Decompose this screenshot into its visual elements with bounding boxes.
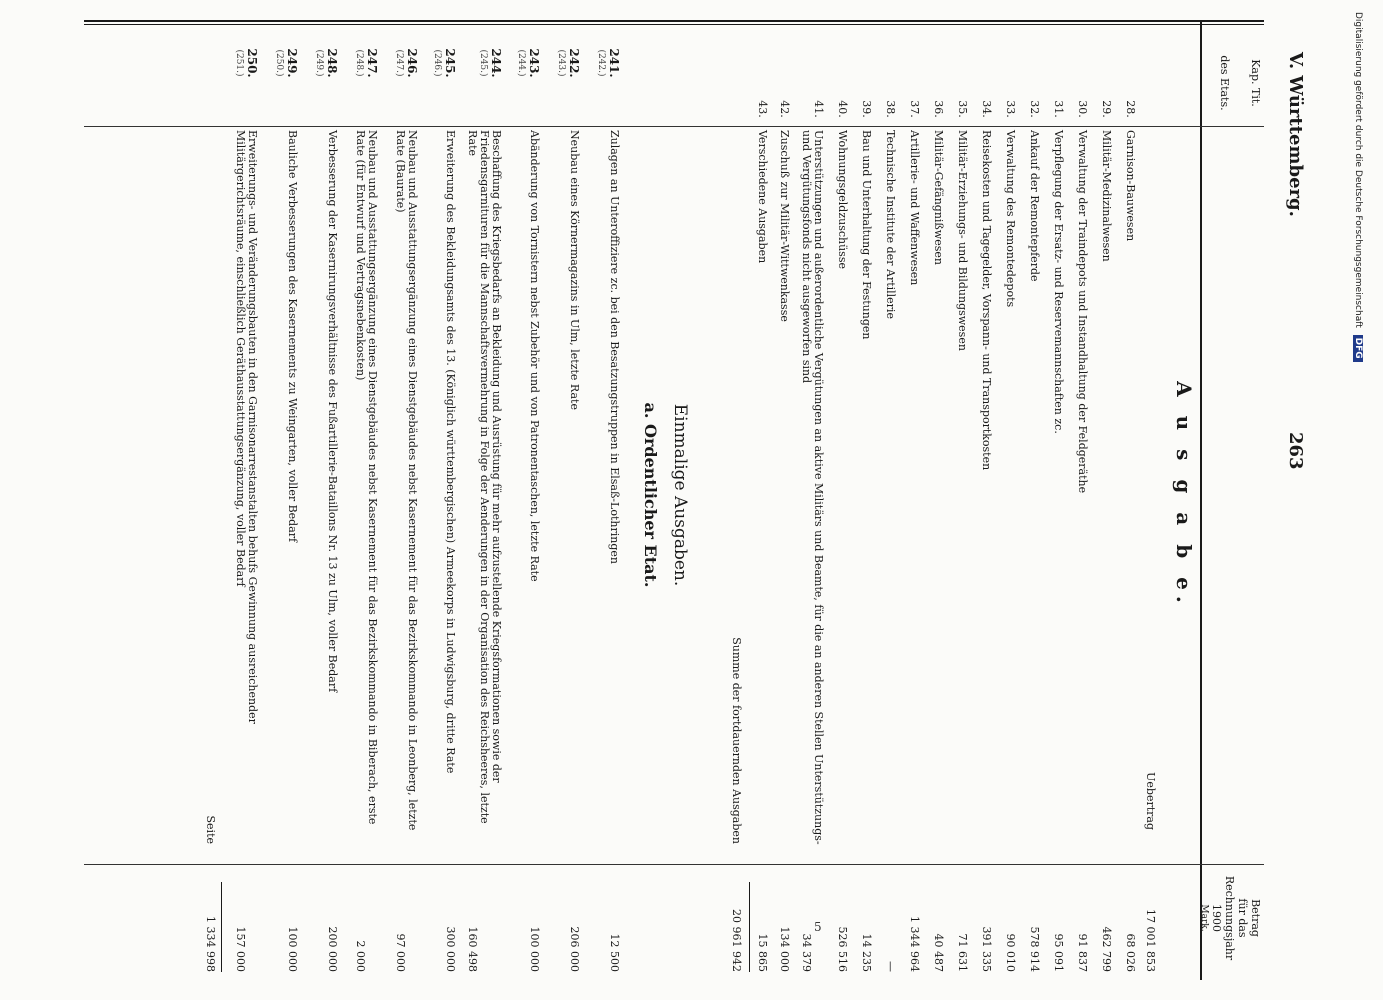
kap-number: 245.: [443, 48, 457, 78]
row-amount: 578 914: [1028, 926, 1041, 972]
row-amount: 97 000: [394, 933, 407, 972]
digitization-text: Digitalisierung gefördert durch die Deutsche Forschungsgemeinschaft: [1353, 12, 1363, 328]
kap-number: 244.: [489, 48, 503, 78]
row-text: Verwaltung der Traindepots und Instandhaltung der Feldgeräthe: [1076, 130, 1089, 494]
kap-previous: (243.): [556, 49, 566, 77]
page-header: [1264, 12, 1320, 987]
row-amount: 200 000: [326, 926, 339, 972]
row-text: Neubau eines Körnermagazins in Ulm, letzte Rate: [568, 130, 581, 410]
tit-number: 39.: [860, 100, 873, 118]
row-amount: 95 091: [1052, 933, 1065, 972]
tit-number: 41.: [812, 100, 825, 118]
row-text: Technische Institute der Artillerie: [884, 130, 897, 319]
row-text: Wohnungsgeldzuschüsse: [836, 130, 849, 269]
dfg-logo: DFG: [1353, 335, 1363, 362]
tit-number: 36.: [932, 100, 945, 118]
row-amount: —: [884, 961, 897, 972]
row-amount: 100 000: [286, 926, 299, 972]
header-mark: Mark.: [1199, 904, 1209, 932]
kap-previous: (244.): [516, 49, 526, 77]
header-betrag: [1199, 864, 1262, 972]
row-amount: 12 500: [608, 933, 621, 972]
tit-number: 29.: [1100, 100, 1113, 118]
row-amount: 160 498: [466, 926, 479, 972]
tit-number: 32.: [1028, 100, 1041, 118]
section-einmalige: Einmalige Ausgaben.: [670, 403, 690, 587]
row-amount: 71 631: [956, 933, 969, 972]
row-amount: 40 487: [932, 933, 945, 972]
kap-previous: (245.): [478, 49, 488, 77]
row-text: Garnison-Bauwesen: [1124, 130, 1137, 242]
row-text: Bauliche Verbesserungen des Kasernements zu Weingarten, voller Bedarf: [286, 130, 299, 543]
header-betrag-line: Betrag: [1249, 899, 1262, 937]
row-text: Ankauf der Remontepferde: [1028, 130, 1041, 282]
row-amount: 1 344 964: [908, 916, 921, 972]
sum-rule: [749, 882, 750, 972]
kap-previous: (250.): [274, 49, 284, 77]
row-amount: 134 000: [778, 926, 791, 972]
row-amount: 100 000: [528, 926, 541, 972]
row-text: Verschiedene Ausgaben: [756, 130, 769, 264]
seite-label: Seite: [204, 815, 217, 844]
header-kap-tit: [1202, 40, 1262, 126]
row-text: Beschaffung des Kriegsbedarfs an Bekleidung und Ausrüstung für mehr aufzustellende Kriegsformationen sowie der Friedensgarnituren für die Mannschaftsvermehrung in Folge der Aenderungen in der Organisation des Reichsheeres, letzte Rate: [466, 130, 503, 824]
tit-number: 31.: [1052, 100, 1065, 118]
row-text: Artillerie- und Waffenwesen: [908, 130, 921, 286]
kap-number: 242.: [567, 48, 581, 78]
row-text: Verbesserung der Kasernirungsverhältnisse des Fußartillerie-Bataillons Nr. 13 zu Ulm, voller Bedarf: [326, 130, 339, 693]
kap-number: 243.: [527, 48, 541, 78]
section-ordentlicher: a. Ordentlicher Etat.: [641, 402, 660, 588]
state-title: V. Württemberg.: [1285, 52, 1306, 217]
header-betrag-line: 1900: [1210, 904, 1223, 932]
row-text: Neubau und Ausstattungsergänzung eines Dienstgebäudes nebst Kasernement für das Bezirkskommando in Leonberg, letzte Rate (Baurate): [394, 130, 419, 831]
row-amount: 206 000: [568, 926, 581, 972]
row-text: Verpflegung der Ersatz- und Reservemannschaften zc.: [1052, 130, 1065, 434]
kap-previous: (249.): [314, 49, 324, 77]
tit-number: 33.: [1004, 100, 1017, 118]
row-amount: 68 026: [1124, 933, 1137, 972]
kap-previous: (246.): [432, 49, 442, 77]
header-kap-label: Kap. Tit.: [1249, 59, 1262, 107]
row-amount: 14 235: [860, 933, 873, 972]
margin-mark: 5: [814, 920, 822, 934]
tit-number: 38.: [884, 100, 897, 118]
section-ausgabe: A u s g a b e.: [1172, 381, 1196, 609]
row-amount: 15 865: [756, 933, 769, 972]
row-amount: 391 335: [980, 926, 993, 972]
row-text: Neubau und Ausstattungsergänzung eines Dienstgebäudes nebst Kasernement für das Bezirkskommando in Biberach, erste Rate (für Entwurf und Vertragsnebenkosten): [354, 130, 379, 825]
row-text: Militär-Medizinalwesen: [1100, 130, 1113, 262]
kap-number: 248.: [325, 48, 339, 78]
kap-number: 247.: [365, 48, 379, 78]
tit-number: 37.: [908, 100, 921, 118]
row-text: Militär-Erziehungs- und Bildungswesen: [956, 130, 969, 351]
tit-number: 28.: [1124, 100, 1137, 118]
header-des-etats: des Etats.: [1218, 55, 1231, 111]
summe-label: Summe der fortdauernden Ausgaben: [730, 637, 743, 844]
kap-number: 246.: [405, 48, 419, 78]
row-text: Zuschuß zur Militär-Wittwenkasse: [778, 130, 791, 322]
row-text: Unterstützungen und außerordentliche Vergütungen an aktive Militärs und Beamte, für die an anderen Stellen Unterstützungs- und Vergütungsfonds nicht ausgeworfen sind: [800, 130, 825, 845]
seite-amount: 1 334 998: [204, 916, 217, 972]
row-text: Erweiterungs- und Veränderungsbauten in den Garnisonarrestanstalten behufs Gewinnung ausreichender Militärgerichtsräume, einschließlich Geräthausstattungsergänzung, voller Bedarf: [234, 130, 259, 724]
digitization-note: [1353, 12, 1363, 412]
row-amount: 90 010: [1004, 933, 1017, 972]
kap-number: 250.: [245, 48, 259, 78]
kap-previous: (247.): [394, 49, 404, 77]
row-text: Abänderung von Tornistern nebst Zubehör und von Patronentaschen, letzte Rate: [528, 130, 541, 582]
row-amount: 526 516: [836, 926, 849, 972]
row-text: Bau und Unterhaltung der Festungen: [860, 130, 873, 340]
row-amount: 157 000: [234, 926, 247, 972]
header-rule: [1200, 20, 1202, 980]
row-text: Erweiterung des Bekleidungsamts des 13. (Königlich württembergischen) Armeekorps in Ludwigsburg, dritte Rate: [444, 130, 457, 774]
uebertrag-amount: 17 001 853: [1144, 909, 1157, 972]
rotated-page: [80, 12, 1320, 987]
row-amount: 34 379: [800, 933, 813, 972]
kap-number: 249.: [285, 48, 299, 78]
header-betrag-line: Rechnungsjahr: [1223, 875, 1236, 961]
double-rule-outer: [84, 20, 1264, 22]
tit-number: 35.: [956, 100, 969, 118]
tit-number: 42.: [778, 100, 791, 118]
tit-number: 43.: [756, 100, 769, 118]
kap-previous: (248.): [354, 49, 364, 77]
row-amount: 2 000: [354, 940, 367, 972]
page-number: 263: [1285, 432, 1306, 470]
row-amount: 300 000: [444, 926, 457, 972]
kap-previous: (251.): [234, 49, 244, 77]
header-betrag-line: für das: [1236, 898, 1249, 938]
double-rule-inner: [84, 24, 1264, 25]
summe-amount: 20 961 942: [730, 909, 743, 972]
row-amount: 91 837: [1076, 933, 1089, 972]
kap-number: 241.: [607, 48, 621, 78]
row-text: Verwaltung des Remontedepots: [1004, 130, 1017, 308]
uebertrag-label: Uebertrag: [1144, 772, 1157, 830]
tit-number: 40.: [836, 100, 849, 118]
tit-number: 30.: [1076, 100, 1089, 118]
kap-previous: (242.): [596, 49, 606, 77]
row-text: Reisekosten und Tagegelder, Vorspann- und Transportkosten: [980, 130, 993, 471]
row-text: Zulagen an Unteroffiziere zc. bei den Besatzungstruppen in Elsaß-Lothringen: [608, 130, 621, 564]
row-amount: 462 799: [1100, 926, 1113, 972]
row-text: Militär-Gefängnißwesen: [932, 130, 945, 265]
sum-rule: [221, 882, 222, 972]
tit-number: 34.: [980, 100, 993, 118]
